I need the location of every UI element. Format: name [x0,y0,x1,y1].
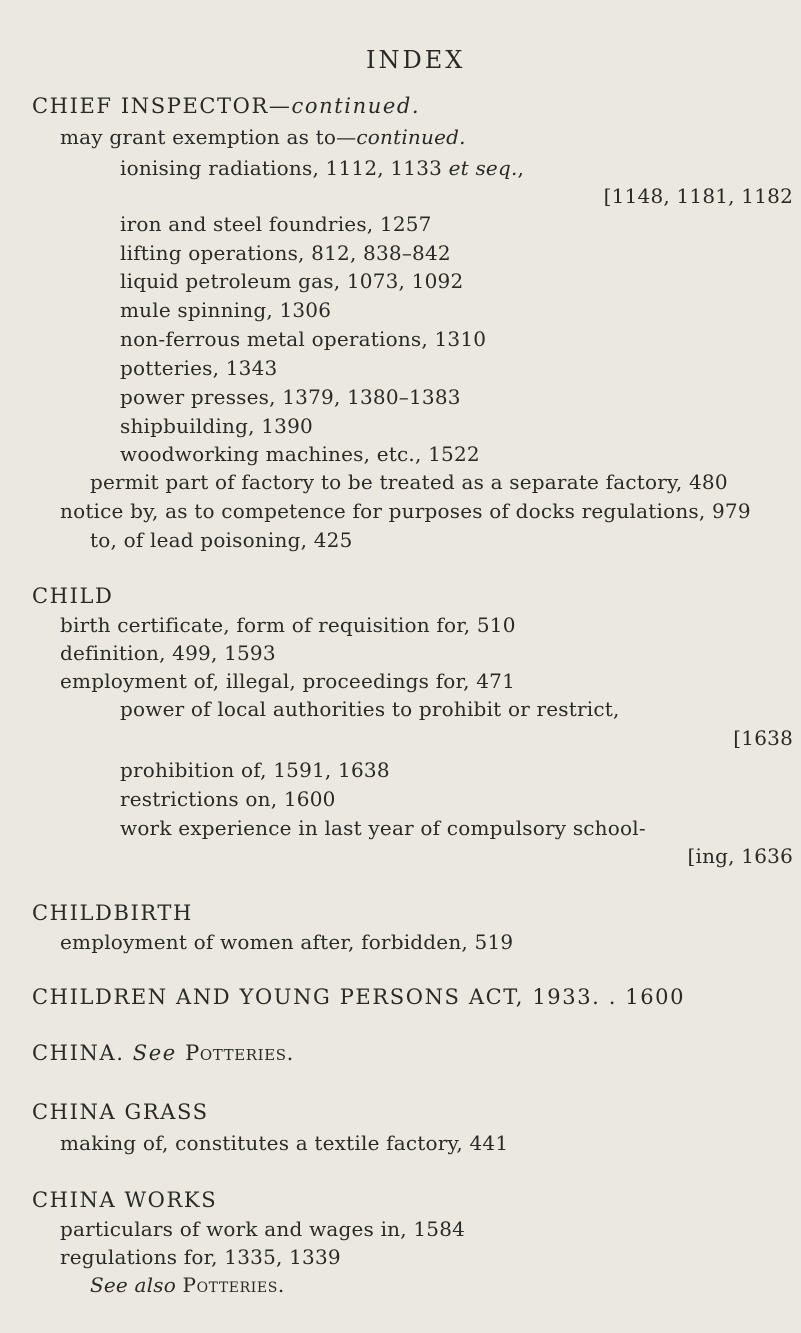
entry-heading-china-grass: CHINA GRASS [32,1100,209,1124]
subentry-line: shipbuilding, 1390 [120,414,313,438]
subentry-line: permit part of factory to be treated as a separate factory, 480 [90,470,728,494]
subentry-line: notice by, as to competence for purposes of docks regulations, 979 [60,499,751,523]
subentry-line: iron and steel foundries, 1257 [120,212,432,236]
subentry-line: mule spinning, 1306 [120,298,332,322]
subentry-line: ionising radiations, 1112, 1133 et seq., [120,156,525,180]
entry-heading-chief-inspector: CHIEF INSPECTOR—continued. [32,94,421,118]
subentry-line: potteries, 1343 [120,356,278,380]
entry-heading-china: CHINA. See Potteries. [32,1041,294,1065]
entry-heading-child: CHILD [32,584,114,608]
entry-heading-childbirth: CHILDBIRTH [32,901,193,925]
see-also-line: See also Potteries. [90,1273,285,1297]
subentry-line: power of local authorities to prohibit or restrict, [120,697,620,721]
entry-heading-children-act: CHILDREN AND YOUNG PERSONS ACT, 1933. . 1600 [32,985,686,1009]
subentry-line: particulars of work and wages in, 1584 [60,1217,466,1241]
continuation-line: [1148, 1181, 1182 [603,184,793,208]
subentry-exemption: may grant exemption as to—continued. [60,125,466,149]
subentry-line: birth certificate, form of requisition for, 510 [60,613,516,637]
subentry-line: liquid petroleum gas, 1073, 1092 [120,269,464,293]
continuation-line: [ing, 1636 [687,844,793,868]
subentry-line: prohibition of, 1591, 1638 [120,758,390,782]
subentry-line: to, of lead poisoning, 425 [90,528,353,552]
subentry-line: making of, constitutes a textile factory, 441 [60,1131,509,1155]
page-title: INDEX [366,46,466,74]
continuation-line: [1638 [733,726,793,750]
subentry-line: work experience in last year of compulsory school- [120,816,646,840]
subentry-line: non-ferrous metal operations, 1310 [120,327,487,351]
subentry-line: woodworking machines, etc., 1522 [120,442,480,466]
subentry-line: employment of, illegal, proceedings for, 471 [60,669,516,693]
subentry-line: lifting operations, 812, 838–842 [120,241,451,265]
entry-heading-china-works: CHINA WORKS [32,1188,218,1212]
subentry-line: power presses, 1379, 1380–1383 [120,385,461,409]
subentry-line: restrictions on, 1600 [120,787,336,811]
subentry-line: employment of women after, forbidden, 519 [60,930,514,954]
subentry-line: definition, 499, 1593 [60,641,276,665]
subentry-line: regulations for, 1335, 1339 [60,1245,341,1269]
